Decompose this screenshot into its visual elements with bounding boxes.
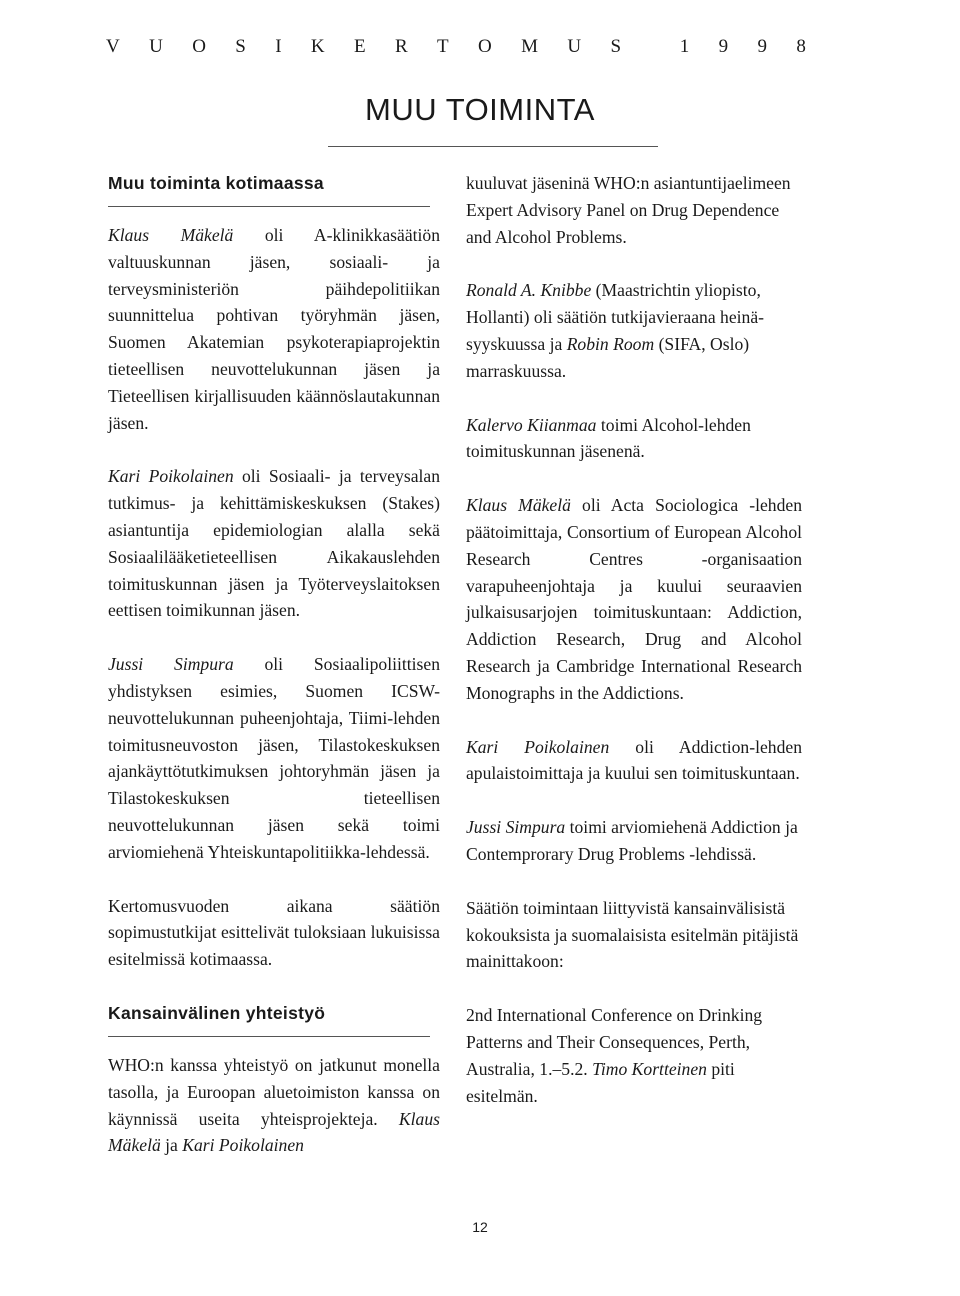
running-head-letter: S [610, 36, 622, 57]
section-rule [108, 206, 430, 207]
running-head-letter: I [275, 36, 282, 57]
paragraph-text: toimi arviomiehenä Addiction ja Contemprorary Drug Problems -lehdissä. [466, 817, 798, 864]
person-name: Jussi Simpura [108, 654, 234, 675]
running-head-letter: K [310, 36, 325, 57]
paragraph-text: ja [160, 1135, 183, 1156]
running-head-letter: E [354, 36, 366, 57]
paragraph-text: (SIFA, Oslo) marraskuussa. [466, 333, 750, 381]
page-title: MUU TOIMINTA [365, 92, 595, 127]
running-head-letter: 8 [796, 36, 806, 57]
paragraph-poikolainen-international [466, 734, 802, 788]
running-head-letter: 9 [718, 36, 729, 57]
person-name: Klaus Mäkelä [108, 1108, 440, 1156]
person-name: Klaus Mäkelä [108, 225, 234, 245]
running-head-letter: U [149, 36, 163, 57]
running-head-letter: R [394, 36, 408, 57]
paragraph-visitors [466, 277, 802, 384]
section-rule [108, 1036, 430, 1037]
running-head-letter: O [477, 36, 492, 57]
right-column [466, 170, 802, 1136]
paragraph-makela-international [466, 492, 802, 706]
paragraph-who [108, 1052, 440, 1159]
paragraph-simpura-domestic [108, 651, 440, 865]
paragraph-text: oli Addiction-lehden apulaistoimittaja ja kuului sen toimituskuntaan. [466, 736, 802, 784]
running-head-letter: T [437, 36, 449, 57]
person-name: Kari Poikolainen [182, 1135, 304, 1156]
section-heading-international: Kansainvälinen yhteistyö [108, 1002, 326, 1023]
paragraph-text: oli Acta Sociologica -lehden päätoimittaja, Consortium of European Alcohol Research Centres -organisaation varapuheenjohtaja ja kuului seuraavien julkaisusarjojen toimituskuntaan: Addiction, Addiction Research, Drug and Alcohol Research ja Cambridge International Research Monographs in the Addictions. [466, 495, 803, 703]
running-head-letter: S [235, 36, 246, 57]
running-head [106, 36, 806, 58]
person-name: Robin Room [566, 333, 655, 354]
paragraph-text: oli Sosiaali- ja terveysalan tutkimus- ja kehittämiskeskuksen (Stakes) asiantuntija epidemiologian alalla sekä Sosiaalilääketieteellisen Aikakauslehden toimituskunnan jäsen ja Työterveyslaitoksen eettisen toimikunnan jäsen. [108, 466, 440, 621]
paragraph-text: toimi Alcohol-lehden toimituskunnan jäsenenä. [466, 414, 751, 462]
running-head-letter: 9 [757, 36, 767, 57]
page-number: 12 [472, 1219, 488, 1235]
running-head-letter: U [567, 36, 582, 57]
person-name: Klaus Mäkelä [466, 495, 571, 516]
paragraph-meetings: Säätiön toimintaan liittyvistä kansainvälisistä kokouksista ja suomalaisista esitelmän pitäjistä mainittakoon: [466, 897, 799, 972]
paragraph-makela-domestic [108, 222, 440, 436]
paragraph-kiianmaa [466, 412, 802, 466]
running-head-letter: M [521, 36, 538, 57]
person-name: Timo Kortteinen [592, 1058, 707, 1079]
paragraph-text: WHO:n kanssa yhteistyö on jatkunut monella tasolla, ja Euroopan aluetoimiston kanssa on käynnissä useita yhteisprojekteja. [108, 1054, 440, 1129]
paragraph-poikolainen-domestic [108, 463, 440, 624]
person-name: Kari Poikolainen [108, 466, 234, 487]
paragraph-text: oli A-klinikkasäätiön valtuuskunnan jäsen, sosiaali- ja terveysministeriön päihdepolitiikan suunnittelua pohtivan työryhmän jäsen, Suomen Akatemian psykoterapiaprojektin tieteellisen neuvottelukunnan jäsen ja Tieteellisen kirjallisuuden käännöslautakunnan jäsen. [108, 225, 440, 433]
paragraph-who-panel: kuuluvat jäseninä WHO:n asiantuntijaelimeen Expert Advisory Panel on Drug Dependence and Alcohol Problems. [466, 173, 791, 247]
running-head-letter: O [192, 36, 206, 57]
paragraph-lectures: Kertomusvuoden aikana säätiön sopimustutkijat esittelivät tuloksiaan lukuisissa esitelmissä kotimaassa. [108, 895, 440, 970]
person-name: Jussi Simpura [466, 817, 566, 838]
left-column [108, 170, 440, 1186]
paragraph-text: (Maastrichtin yliopisto, Hollanti) oli säätiön tutkijavieraana heinä-syyskuussa ja [466, 280, 765, 354]
section-heading-domestic: Muu toiminta kotimaassa [108, 173, 324, 193]
paragraph-text: oli Sosiaalipoliittisen yhdistyksen esimies, Suomen ICSW-neuvottelukunnan puheenjohtaja, Tiimi-lehden toimitusneuvoston jäsen, Tilastokeskuksen ajankäyttötutkimuksen johtoryhmän jäsen ja Tilastokeskuksen tieteellisen neuvottelukunnan jäsen sekä toimi arviomiehenä Yhteiskuntapolitiikka-lehdessä. [108, 654, 440, 862]
paragraph-text: piti esitelmän. [466, 1058, 735, 1106]
running-head-letter: V [106, 36, 120, 57]
paragraph-conference [466, 1002, 802, 1109]
paragraph-text: 2nd International Conference on Drinking Patterns and Their Consequences, Perth, Australia, 1.–5.2. [466, 1005, 763, 1079]
person-name: Kalervo Kiianmaa [466, 414, 597, 435]
running-head-letter: 1 [679, 36, 690, 57]
person-name: Ronald A. Knibbe [466, 280, 592, 301]
paragraph-simpura-international [466, 814, 802, 868]
title-rule [328, 146, 658, 147]
person-name: Kari Poikolainen [466, 736, 610, 757]
